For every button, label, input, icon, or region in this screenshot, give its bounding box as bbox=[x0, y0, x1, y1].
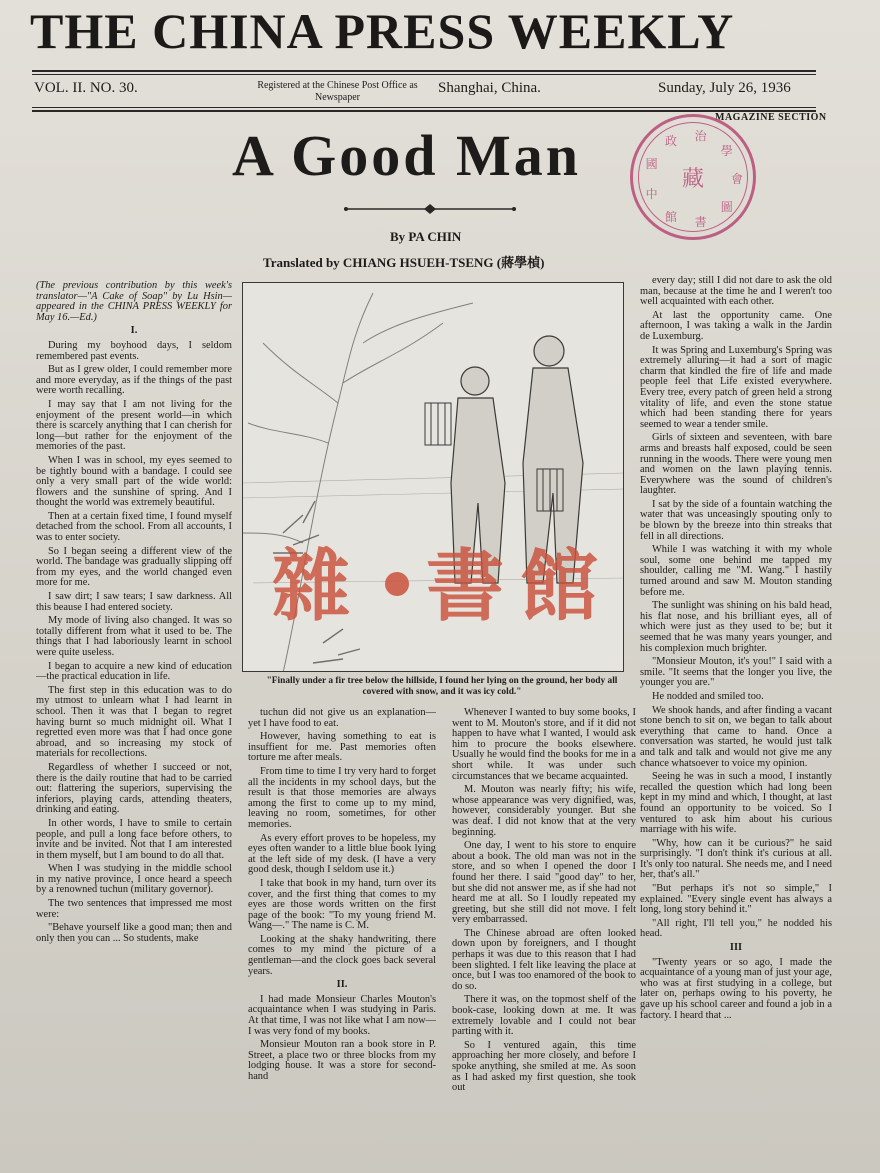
article-byline: By PA CHIN bbox=[390, 229, 462, 244]
paragraph: Then at a certain fixed time, I found myself detached from the school. From all accounts, I was to enter society. bbox=[36, 510, 232, 544]
paragraph: At last the opportunity came. One afternoon, I was taking a walk in the Jardin de Luxemburg. bbox=[640, 309, 832, 342]
paragraph: It was Spring and Luxemburg's Spring was extremely alluring—it had a sort of magic charm that kindled the fire of life and made people feel that Life existed everywhere. Every tree, every patch of green held a strong vitality of life, and even the stone statue which had been standing there for years seemed to wear a tender smile. bbox=[640, 344, 832, 430]
seal-character: 圖 bbox=[720, 200, 733, 215]
volume-number: VOL. II. NO. 30. bbox=[34, 80, 138, 96]
paragraph: In other words, I have to smile to certain people, and pull a long face before others, to invite and be invited. Not that I am interested in them myself, but I am bound to do all that. bbox=[36, 817, 232, 861]
paragraph: Whenever I wanted to buy some books, I went to M. Mouton's store, and if it did not happen to have what I wanted, I would ask him to procure the books elsewhere. Usually he would find the books for me in a short while. It was under such circumstances that we became acquainted. bbox=[452, 708, 636, 782]
seal-character: 國 bbox=[645, 156, 658, 171]
paragraph: During my boyhood days, I seldom remembered past events. bbox=[36, 339, 232, 362]
title-ornament bbox=[340, 203, 520, 215]
paragraph: When I was studying in the middle school in my native province, I once heard a speech by a renowned tuchun (military governor). bbox=[36, 863, 232, 896]
section-label: MAGAZINE SECTION bbox=[715, 112, 827, 123]
translator-credit: Translated by CHIANG HSUEH-TSENG (蔣學楨) bbox=[263, 255, 545, 270]
paragraph: The two sentences that impressed me most were: bbox=[36, 898, 232, 920]
paragraph: "All right, I'll tell you," he nodded his head. bbox=[640, 917, 832, 940]
paragraph: There it was, on the topmost shelf of the book-case, looking down at me. It was extremely lovable and I could not bear parting with it. bbox=[452, 994, 636, 1038]
paragraph: I had made Monsieur Charles Mouton's acquaintance when I was studying in Paris. At that time, I was not like what I am now—I was very fond of my books. bbox=[248, 993, 436, 1037]
paragraph: I began to acquire a new kind of education—the practical education in life. bbox=[36, 660, 232, 683]
illustration-caption: "Finally under a fir tree below the hillside, I found her lying on the ground, her body all covered with snow, and it was icy cold." bbox=[266, 676, 618, 697]
paragraph: Seeing he was in such a mood, I instantly recalled the question which had long been kept in my mind and which, I thought, at last found an opportunity to be voiced. So I ventured to ask him about his curious marriage with his wife. bbox=[640, 771, 832, 836]
watermark-chars bbox=[272, 524, 615, 634]
paragraph: As every effort proves to be hopeless, my eyes often wander to a little blue book lying at the left side of my desk. (I have a very good desk, though I seldom use it.) bbox=[248, 832, 436, 876]
paragraph: Looking at the shaky handwriting, there comes to my mind the picture of a gentleman—and the clock goes back several years. bbox=[248, 933, 436, 977]
seal-character: 治 bbox=[694, 128, 707, 143]
paragraph: tuchun did not give us an explanation—yet I have food to eat. bbox=[248, 708, 436, 729]
watermark-char: 書 bbox=[426, 541, 521, 632]
paragraph: "Why, how can it be curious?" he said surprisingly. "I don't think it's curious at all. It's only too natural. She needs me, and I need her, that's all." bbox=[640, 837, 832, 881]
paragraph: When I was in school, my eyes seemed to be tightly bound with a bandage. I could see only a very small part of the wide world: flowers and the sunshine of spring. And I thought the world was extremely beautiful. bbox=[36, 454, 232, 509]
section-number: II. bbox=[336, 979, 348, 991]
paragraph: I may say that I am not living for the enjoyment of the present world—in which there is scarcely anything that I can cherish for long—but rather for the enjoyment of the memories of the past. bbox=[36, 398, 232, 453]
section-number: III bbox=[729, 942, 743, 954]
section-number: I. bbox=[130, 325, 138, 337]
paragraph: Regardless of whether I succeed or not, there is the daily routine that had to be carried out: flattering the superiors, supervising the inferiors, playing cards, attending theaters, drinking and eating. bbox=[36, 761, 232, 816]
watermark-char: 館 bbox=[520, 541, 615, 632]
article-column-1 bbox=[36, 281, 232, 1173]
paragraph: M. Mouton was nearly fifty; his wife, whose appearance was very dignified, was, however, considerably younger. But she was deaf. I did not know that at the very beginning. bbox=[452, 784, 636, 838]
paragraph: The sunlight was shining on his bald head, his flat nose, and his brilliant eyes, all of which were just as they used to be; but it seemed that he was many years younger, and his complexion much brighter. bbox=[640, 600, 832, 654]
article-column-3 bbox=[452, 708, 636, 1173]
paragraph: The first step in this education was to do my utmost to unlearn what I had learnt in school. Then it was that I began to regret having burnt so much midnight oil. What I regretted even more was that I had once gone abroad, and so increasing my stock of materials for recollections. bbox=[36, 684, 232, 760]
paragraph: I saw dirt; I saw tears; I saw darkness. All this beause I had entered society. bbox=[36, 591, 232, 613]
paragraph: "But perhaps it's not so simple," I explained. "Every single event has always a long, long story behind it." bbox=[640, 883, 832, 916]
article-column-4 bbox=[640, 276, 832, 1173]
paragraph: Girls of sixteen and seventeen, with bare arms and breasts half exposed, could be seen running in the woods. There were young men and women on the lawn playing tennis. Everywhere was the sound of children's laughter. bbox=[640, 432, 832, 497]
dateline-city: Shanghai, China. bbox=[438, 80, 541, 96]
seal-center-text: 藏 bbox=[681, 166, 704, 191]
paragraph: However, having something to eat is insuffient for me. Past memories often torture me after meals. bbox=[248, 731, 436, 764]
paragraph: We shook hands, and after finding a vacant stone bench to sit on, we began to talk about everything that came to hand. Once a conversation was started, he would just talk and talk and talk and would not give me any chance whatsoever to voice my opinion. bbox=[640, 704, 832, 769]
article-title: A Good Man bbox=[232, 123, 582, 188]
watermark-char: 雜 bbox=[272, 541, 367, 632]
dateline-rule bbox=[32, 107, 816, 108]
paragraph: From time to time I try very hard to forget all the incidents in my school days, but the result is that those memories are always among the first to come up to my mind, leaving no room, sometimes, for other memories. bbox=[248, 765, 436, 830]
paragraph: So I began seeing a different view of the world. The bandage was gradually slipping off from my eyes, and the world changed even more for me. bbox=[36, 545, 232, 589]
paragraph: But as I grew older, I could remember more and more everyday, as if the things of the past were worth recalling. bbox=[36, 364, 232, 397]
seal-character: 書 bbox=[694, 215, 707, 230]
paragraph: I sat by the side of a fountain watching the water that was unceasingly spouting only to be blown by the breeze into thin streaks that fell in all directions. bbox=[640, 498, 832, 542]
article-column-2 bbox=[248, 708, 436, 1173]
paragraph: The Chinese abroad are often looked down upon by foreigners, and I thought perhaps it was due to this reason that I had been slighted. I felt like leaving the place at once, but I was too enamored of the book to do so. bbox=[452, 927, 636, 992]
paragraph: I take that book in my hand, turn over its cover, and the first thing that comes to my eyes are those words written on the first page of the book: "To my young friend M. Wang—." The name is C. M. bbox=[248, 877, 436, 932]
seal-character: 中 bbox=[645, 187, 658, 202]
watermark-dot bbox=[385, 572, 409, 596]
seal-character: 會 bbox=[731, 172, 744, 186]
library-seal bbox=[630, 114, 756, 240]
masthead-rule bbox=[32, 74, 816, 75]
issue-date: Sunday, July 26, 1936 bbox=[658, 80, 791, 96]
dateline-rule bbox=[32, 110, 816, 112]
paragraph: My mode of living also changed. It was so totally different from what it used to be. The things that I had laboriously learnt in school were quite useless. bbox=[36, 615, 232, 658]
paragraph: every day; still I did not dare to ask the old man, because at the time he and I weren't too well acquainted with each other. bbox=[640, 276, 832, 308]
editor-note: (The previous contribution by this week's translator—"A Cake of Soap" by Lu Hsin—appeared in the CHINA PRESS WEEKLY for May 16.—Ed.) bbox=[36, 281, 232, 323]
masthead-title: THE CHINA PRESS WEEKLY bbox=[30, 3, 735, 59]
paragraph: Monsieur Mouton ran a book store in P. Street, a place two or three blocks from my lodging house. It was a store for second-hand bbox=[248, 1039, 436, 1082]
paragraph: He nodded and smiled too. bbox=[652, 690, 764, 702]
masthead-rule bbox=[32, 70, 816, 72]
paragraph: "Behave yourself like a good man; then and only then you can ... So students, make bbox=[36, 922, 232, 944]
paragraph: "Twenty years or so ago, I made the acquaintance of a young man of just your age, who was at first studying in a college, but later on, perhaps owing to his poverty, he gave up his school career and found a job in a factory. I heard that ... bbox=[640, 956, 832, 1021]
paragraph: "Monsieur Mouton, it's you!" I said with a smile. "It seems that the longer you live, the younger you are." bbox=[640, 656, 832, 689]
paragraph: One day, I went to his store to enquire about a book. The old man was not in the store, and so when I opened the door I found her there. I said "good day" to her, but she did not answer me, as if she had not heard me at all. So I loudly repeated my greeting, but she still did not move. I felt very embarrassed. bbox=[452, 840, 636, 926]
paragraph: While I was watching it with my whole soul, some one behind me tapped my shoulder, calling me "M. Wang." I hastily turned around and saw M. Mouton standing before me. bbox=[640, 544, 832, 598]
seal-character: 學 bbox=[720, 143, 733, 158]
registration-note: Registered at the Chinese Post Office as Newspaper bbox=[257, 80, 418, 103]
paragraph: So I ventured again, this time approaching her more closely, and before I spoke anything, she smiled at me. As soon as I had asked my first question, she took out bbox=[452, 1039, 636, 1094]
seal-character: 政 bbox=[665, 133, 678, 148]
seal-character: 館 bbox=[665, 210, 678, 225]
